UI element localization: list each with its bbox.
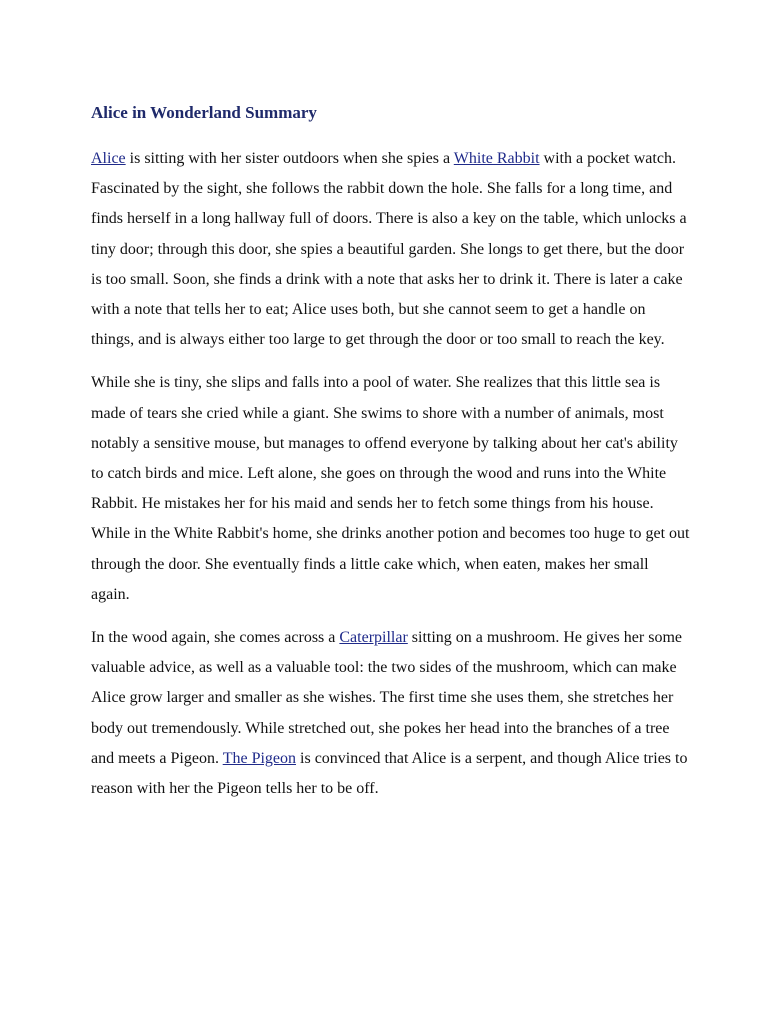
- paragraph-3-text-a: In the wood again, she comes across a: [91, 629, 340, 647]
- paragraph-1-text-b: with a pocket watch. Fascinated by the sight, she follows the rabbit down the hole. She falls for a long time, and finds herself in a long hallway full of doors. There is also a key on the table, which unlocks a tiny door; through this door, she spies a beautiful garden. She longs to get there, but the door is too small. Soon, she finds a drink with a note that asks her to drink it. There is later a cake with a note that tells her to eat; Alice uses both, but she cannot seem to get a handle on things, and is always either too large to get through the door or too small to reach the key.: [91, 150, 687, 349]
- paragraph-3-text-b: sitting on a mushroom. He gives her some valuable advice, as well as a valuable tool: the two sides of the mushroom, which can make Alice grow larger and smaller as she wishes. The first time she uses them, she stretches her body out tremendously. While stretched out, she pokes her head into the branches of a tree and meets a Pigeon.: [91, 629, 682, 767]
- link-alice[interactable]: Alice: [91, 150, 126, 167]
- link-white-rabbit[interactable]: White Rabbit: [453, 150, 540, 167]
- link-the-pigeon[interactable]: The Pigeon: [222, 749, 297, 767]
- link-caterpillar[interactable]: Caterpillar: [339, 629, 408, 647]
- paragraph-3: [91, 623, 691, 804]
- paragraph-2: While she is tiny, she slips and falls into a pool of water. She realizes that this little sea is made of tears she cried while a giant. She swims to shore with a number of animals, most notably a sensitive mouse, but manages to offend everyone by talking about her cat's ability to catch birds and mice. Left alone, she goes on through the wood and runs into the White Rabbit. He mistakes her for his maid and sends her to fetch some things from his house. While in the White Rabbit's home, she drinks another potion and becomes too huge to get out through the door. She eventually finds a little cake which, when eaten, makes her small again.: [91, 374, 690, 603]
- paragraph-3-text-c: is convinced that Alice is a serpent, and though Alice tries to reason with her the Pigeon tells her to be off.: [91, 749, 688, 798]
- document-page: [91, 100, 691, 817]
- paragraph-1-text-a: is sitting with her sister outdoors when she spies a: [125, 150, 454, 167]
- paragraph-1: [91, 144, 691, 355]
- document-title: Alice in Wonderland Summary: [91, 103, 317, 122]
